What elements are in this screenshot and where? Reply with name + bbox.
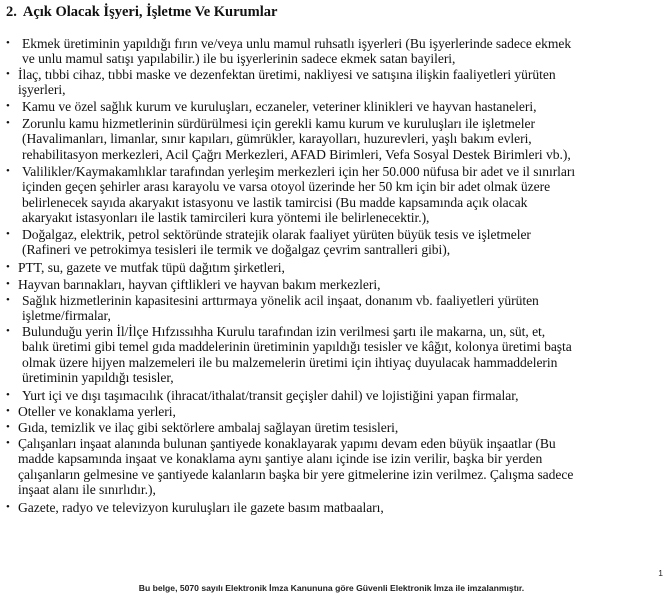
list-item: Yurt içi ve dışı taşımacılık (ihracat/ithalat/transit geçişler dahil) ve lojistiğini yapan firmalar, [22, 388, 519, 403]
list-item: Kamu ve özel sağlık kurum ve kuruluşları, eczaneler, veteriner klinikleri ve hayvan hastaneleri, [22, 99, 537, 114]
bullet-icon: • [6, 389, 10, 401]
bullet-icon: • [6, 294, 10, 306]
list-item: PTT, su, gazete ve mutfak tüpü dağıtım şirketleri, [18, 260, 285, 275]
list-item: Zorunlu kamu hizmetlerinin sürdürülmesi için gerekli kamu kurum ve kuruluşları ile işletmeler (Havalimanları, limanlar, sınır kapıları, gümrükler, karayolları, huzurevleri, yaşlı bakım evleri, rehabilitasyon merkezleri, Acil Çağrı Merkezleri, AFAD Birimleri, Vefa Sosyal Destek Birimleri vb.), [22, 116, 571, 162]
list-item: Ekmek üretiminin yapıldığı fırın ve/veya unlu mamul ruhsatlı işyerleri (Bu işyerlerinde sadece ekmek ve unlu mamul satışı yapılabilir.) ile bu işyerlerinin sadece ekmek satan bayileri, [22, 36, 572, 67]
bullet-icon: • [6, 117, 10, 129]
bullet-icon: • [6, 437, 10, 449]
bullet-icon: • [6, 37, 10, 49]
list-item: Valilikler/Kaymakamlıklar tarafından yerleşim merkezleri için her 50.000 nüfusa bir adet ve il sınırları içinden geçen şehirler arası karayolu ve varsa otoyol üzerinde her 50 km için bir adet olmak üzere belirlenecek sayıda akaryakıt istasyonu ve lastik tamircisi (Bu madde kapsamında açık olacak akaryakıt istasyonları ile lastik tamircileri kura yöntemi ile belirlenecektir.), [22, 164, 576, 226]
page-number: 1 [658, 568, 663, 578]
bullet-icon: • [6, 278, 10, 290]
bullet-icon: • [6, 421, 10, 433]
bullet-icon: • [6, 501, 10, 513]
list-item: Çalışanları inşaat alanında bulunan şantiyede konaklayarak yapımı devam eden büyük inşaatlar (Bu madde kapsamında inşaat ve konaklama aynı şantiye alanı içinde ise izin verilir, başka bir yerden çalışanların gelmesine ve şantiyede kalanların başka bir yere gitmelerine izin verilmez. Çalışma sadece inşaat alanı ile sınırlıdır.), [18, 436, 574, 498]
bullet-icon: • [6, 325, 10, 337]
list-item: Bulunduğu yerin İl/İlçe Hıfzıssıhha Kurulu tarafından izin verilmesi şartı ile makarna, un, süt, et, balık üretimi gibi temel gıda maddelerinin üretiminin yapıldığı tesisler ve kâğıt, kolonya üretimi başta olmak üzere hijyen malzemeleri ile bu malzemelerin üretimi için ihtiyaç duyulacak hammaddelerin üretiminin yapıldığı tesisler, [22, 324, 572, 386]
list-item: Oteller ve konaklama yerleri, [18, 404, 176, 419]
bullet-icon: • [6, 228, 10, 240]
bullet-icon: • [6, 165, 10, 177]
bullet-icon: • [6, 68, 10, 80]
section-heading [6, 4, 277, 21]
bullet-icon: • [6, 405, 10, 417]
section-number: 2. [6, 4, 17, 20]
list-item: Doğalgaz, elektrik, petrol sektöründe stratejik olarak faaliyet yürüten büyük tesis ve işletmeler (Rafineri ve petrokimya tesisleri ile termik ve doğalgaz çevrim santralleri gibi), [22, 227, 531, 258]
bullet-icon: • [6, 100, 10, 112]
list-item: Hayvan barınakları, hayvan çiftlikleri ve hayvan bakım merkezleri, [18, 277, 381, 292]
list-item: Gıda, temizlik ve ilaç gibi sektörlere ambalaj sağlayan üretim tesisleri, [18, 420, 399, 435]
list-item: İlaç, tıbbi cihaz, tıbbi maske ve dezenfektan üretimi, nakliyesi ve satışına ilişkin faaliyetleri yürüten işyerleri, [18, 67, 556, 98]
section-title: Açık Olacak İşyeri, İşletme Ve Kurumlar [22, 4, 278, 20]
bullet-icon: • [6, 261, 10, 273]
list-item: Gazete, radyo ve televizyon kuruluşları ile gazete basım matbaaları, [18, 500, 384, 515]
list-item: Sağlık hizmetlerinin kapasitesini arttırmaya yönelik acil inşaat, donanım vb. faaliyetleri yürüten işletme/firmalar, [22, 293, 539, 324]
signature-footer: Bu belge, 5070 sayılı Elektronik İmza Kanununa göre Güvenli Elektronik İmza ile imzalanmıştır. [138, 583, 525, 593]
